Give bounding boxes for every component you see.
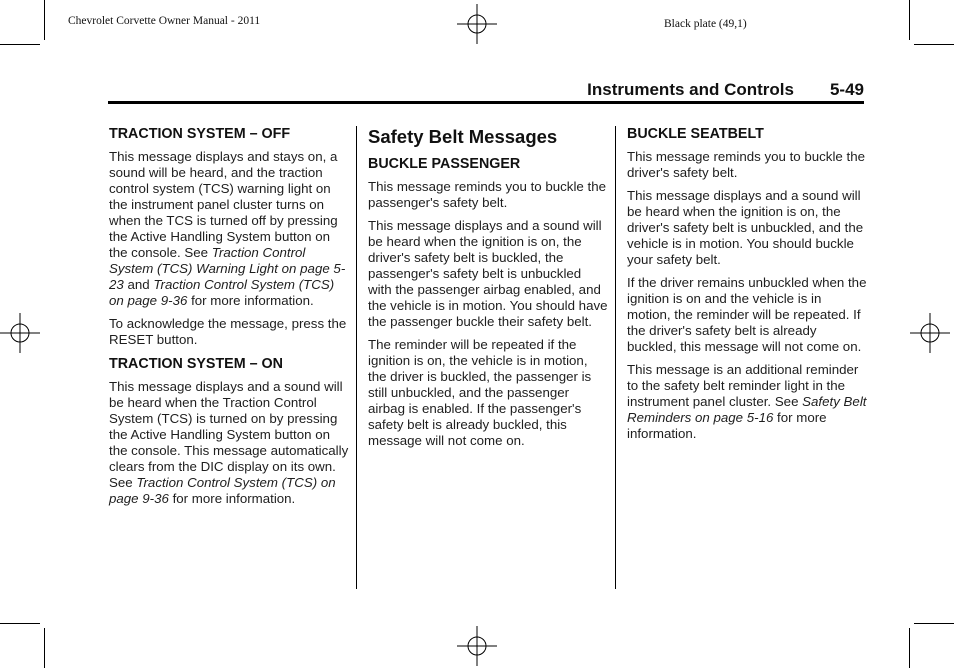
crop-mark <box>0 44 40 45</box>
section-title: Instruments and Controls <box>587 80 794 99</box>
print-header-left: Chevrolet Corvette Owner Manual - 2011 <box>68 15 261 27</box>
crop-mark <box>44 0 45 40</box>
registration-mark-icon <box>910 313 950 353</box>
paragraph: This message reminds you to buckle the passenger's safety belt. <box>368 179 606 210</box>
column-1 <box>109 126 349 514</box>
text: for more information. <box>187 293 314 308</box>
text: This message displays and a sound will be heard when the Traction Control System (TCS) is turned on by pressing the Active Handling System button on the console. This message automatically clears from the DIC display on its own. See <box>109 379 349 490</box>
column-3 <box>627 126 867 449</box>
text: for more information. <box>168 491 296 506</box>
paragraph <box>109 379 349 507</box>
paragraph: This message reminds you to buckle the driver's safety belt. <box>627 149 865 180</box>
text: for more information. <box>627 410 827 441</box>
print-header-right: Black plate (49,1) <box>664 18 747 30</box>
crop-mark <box>914 44 954 45</box>
section-heading: Safety Belt Messages <box>368 126 558 147</box>
cross-reference-link[interactable]: Safety Belt Reminders on page 5-16 <box>627 394 867 425</box>
paragraph: The reminder will be repeated if the ignition is on, the vehicle is in motion, the driver is buckled, the passenger is still unbuckled, and the passenger airbag is enabled. If the passenger's safety belt is already buckled, this message will not come on. <box>368 337 592 448</box>
subheading-traction-off: TRACTION SYSTEM – OFF <box>109 126 291 142</box>
paragraph: If the driver remains unbuckled when the ignition is on and the vehicle is in motion, the reminder will be repeated. If the driver's safety belt is already buckled, this message will not come on. <box>627 275 867 354</box>
cross-reference-link[interactable]: Traction Control System (TCS) on page 9-36 <box>109 475 336 506</box>
registration-mark-icon <box>457 4 497 44</box>
section-header <box>108 80 864 102</box>
subheading-traction-on: TRACTION SYSTEM – ON <box>109 356 283 372</box>
crop-mark <box>914 623 954 624</box>
cross-reference-link[interactable]: Traction Control System (TCS) on page 9-36 <box>109 277 335 308</box>
crop-mark <box>0 623 40 624</box>
paragraph <box>109 149 349 309</box>
crop-mark <box>44 628 45 668</box>
column-2 <box>368 126 608 456</box>
registration-mark-icon <box>0 313 40 353</box>
page-number: 5-49 <box>829 80 864 99</box>
paragraph: To acknowledge the message, press the RESET button. <box>109 316 347 347</box>
text: and <box>123 277 154 292</box>
column-divider <box>356 126 357 589</box>
subheading-buckle-passenger: BUCKLE PASSENGER <box>368 156 521 172</box>
registration-mark-icon <box>457 626 497 666</box>
text: This message displays and stays on, a sound will be heard, and the traction control system (TCS) warning light on the instrument panel cluster turns on when the TCS is turned off by pressing the Active Handling System button on the console. See <box>109 149 338 260</box>
header-rule <box>108 101 864 104</box>
crop-mark <box>909 0 910 40</box>
paragraph: This message displays and a sound will be heard when the ignition is on, the driver's safety belt is unbuckled, and the vehicle is in motion. You should buckle your safety belt. <box>627 188 864 267</box>
text: This message is an additional reminder to the safety belt reminder light in the instrument panel cluster. See <box>627 362 859 409</box>
subheading-buckle-seatbelt: BUCKLE SEATBELT <box>627 126 764 142</box>
crop-mark <box>909 628 910 668</box>
column-divider <box>615 126 616 589</box>
paragraph: This message displays and a sound will be heard when the ignition is on, the driver's safety belt is buckled, the passenger's safety belt is unbuckled with the passenger airbag enabled, and the vehicle is in motion. You should have the passenger buckle their safety belt. <box>368 218 608 329</box>
paragraph <box>627 362 867 442</box>
cross-reference-link[interactable]: Traction Control System (TCS) Warning Light on page 5-23 <box>109 245 346 292</box>
